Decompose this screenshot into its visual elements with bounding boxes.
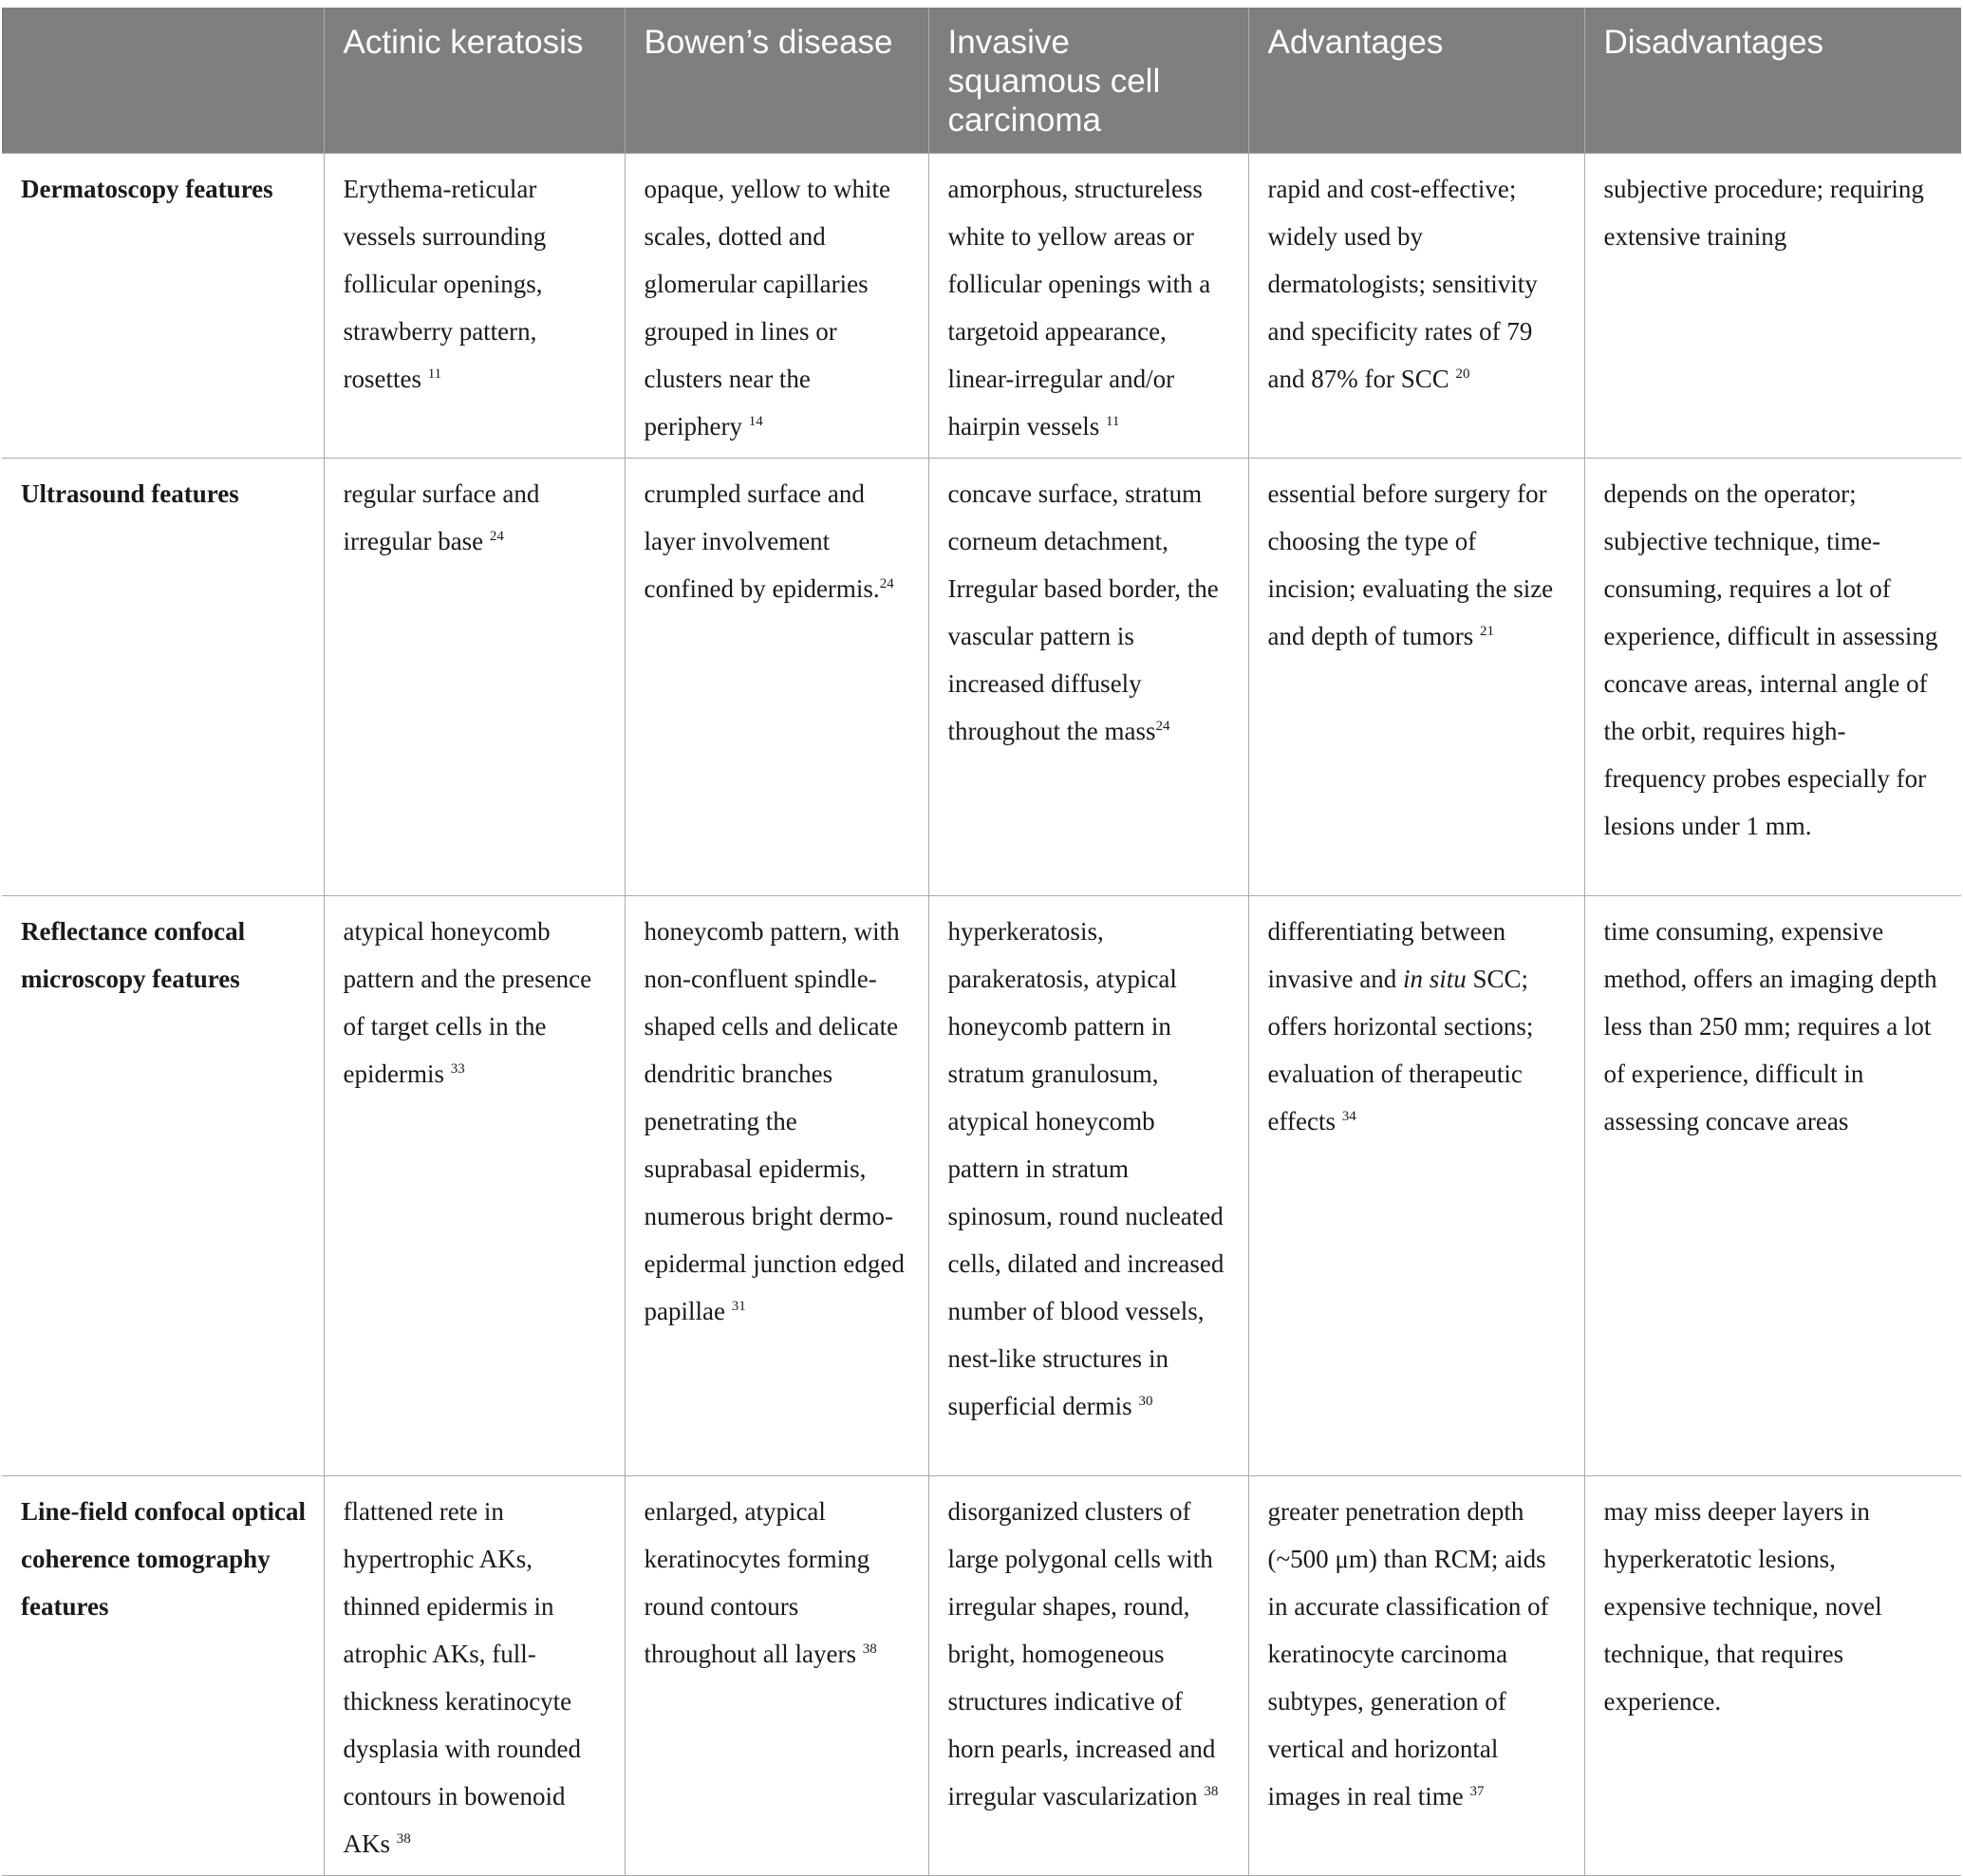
header-disadvantages: Disadvantages [1584, 8, 1961, 154]
reference-number: 11 [427, 366, 442, 382]
actinic-keratosis-cell [324, 1476, 625, 1876]
cell-text: rapid and cost-effective; widely used by dermatologists; sensitivity and specificity rates of 79 and 87% for SCC [1267, 175, 1538, 393]
reference-number: 24 [879, 576, 894, 591]
cell-text: crumpled surface and layer involvement confined by epidermis. [644, 479, 880, 603]
cell-text: Erythema-reticular vessels surrounding follicular openings, strawberry pattern, rosettes [343, 175, 547, 393]
cell-text: opaque, yellow to white scales, dotted and glomerular capillaries grouped in lines or clusters near the periphery [644, 175, 890, 441]
cell-text: amorphous, structureless white to yellow areas or follicular openings with a targetoid appearance, linear-irregular and/or hairpin vessels [947, 175, 1211, 441]
actinic-keratosis-cell [324, 459, 625, 896]
reference-number: 21 [1479, 624, 1494, 639]
cell-text: greater penetration depth (~500 μm) than RCM; aids in accurate classification of keratinocyte carcinoma subtypes, generation of vertical and horizontal images in real time [1267, 1497, 1549, 1810]
cell-text: hyperkeratosis, parakeratosis, atypical honeycomb pattern in stratum granulosum, atypical honeycomb pattern in stratum spinosum, round nucleated cells, dilated and increased number of blood vessels, nest-like structures in superficial dermis [947, 917, 1225, 1420]
cell-text: regular surface and irregular base [343, 479, 540, 555]
row-label: Ultrasound features [2, 459, 324, 896]
invasive-scc-cell [928, 896, 1248, 1476]
table-row [2, 459, 1961, 896]
disadvantages-cell [1584, 154, 1961, 459]
reference-number: 38 [862, 1642, 877, 1657]
reference-number: 14 [748, 414, 763, 429]
header-advantages: Advantages [1248, 8, 1584, 154]
invasive-scc-cell [928, 1476, 1248, 1876]
reference-number: 34 [1341, 1109, 1356, 1124]
cell-text: time consuming, expensive method, offers an imaging depth less than 250 mm; requires a lot of experience, difficult in assessing concave areas [1603, 917, 1937, 1135]
disadvantages-cell [1584, 459, 1961, 896]
table-body [2, 154, 1961, 1876]
reference-number: 20 [1455, 366, 1470, 382]
cell-text: atypical honeycomb pattern and the presence of target cells in the epidermis [343, 917, 592, 1088]
cell-text: honeycomb pattern, with non-confluent spindle-shaped cells and delicate dendritic branches penetrating the suprabasal epidermis, numerous bright dermo-epidermal junction edged papillae [644, 917, 905, 1325]
bowens-disease-cell [625, 459, 928, 896]
advantages-cell [1248, 459, 1584, 896]
header-actinic-keratosis: Actinic keratosis [324, 8, 625, 154]
cell-text: may miss deeper layers in hyperkeratotic lesions, expensive technique, novel technique, that requires experience. [1603, 1497, 1882, 1716]
table-row [2, 1476, 1961, 1876]
cell-text: SCC; offers horizontal sections; evaluation of therapeutic effects [1267, 965, 1534, 1135]
row-label: Dermatoscopy features [2, 154, 324, 459]
reference-number: 30 [1138, 1394, 1153, 1409]
cell-text: flattened rete in hypertrophic AKs, thinned epidermis in atrophic AKs, full-thickness keratinocyte dysplasia with rounded contours in bowenoid AKs [343, 1497, 581, 1858]
comparison-table [2, 8, 1961, 1876]
invasive-scc-cell [928, 459, 1248, 896]
cell-text-italic: in situ [1402, 965, 1467, 993]
table-header [2, 8, 1961, 154]
disadvantages-cell [1584, 1476, 1961, 1876]
header-invasive-scc: Invasive squamous cell carcinoma [928, 8, 1248, 154]
table-row [2, 896, 1961, 1476]
row-label: Reflectance confocal microscopy features [2, 896, 324, 1476]
reference-number: 24 [489, 529, 504, 544]
cell-text: subjective procedure; requiring extensive training [1603, 175, 1924, 251]
reference-number: 11 [1105, 414, 1120, 429]
actinic-keratosis-cell [324, 896, 625, 1476]
advantages-cell [1248, 1476, 1584, 1876]
bowens-disease-cell [625, 1476, 928, 1876]
cell-text: depends on the operator; subjective technique, time-consuming, requires a lot of experience, difficult in assessing concave areas, internal angle of the orbit, requires high-frequency probes especially for lesions under 1 mm. [1603, 479, 1938, 840]
reference-number: 38 [1204, 1784, 1219, 1799]
advantages-cell [1248, 896, 1584, 1476]
reference-number: 24 [1155, 719, 1170, 734]
reference-number: 33 [450, 1061, 465, 1077]
cell-text: enlarged, atypical keratinocytes forming round contours throughout all layers [644, 1497, 870, 1668]
reference-number: 37 [1469, 1784, 1485, 1799]
cell-text: disorganized clusters of large polygonal cells with irregular shapes, round, bright, homogeneous structures indicative of horn pearls, increased and irregular vascularization [947, 1497, 1216, 1810]
reference-number: 38 [396, 1831, 411, 1847]
bowens-disease-cell [625, 154, 928, 459]
reference-number: 31 [731, 1299, 746, 1314]
header-bowens-disease: Bowen’s disease [625, 8, 928, 154]
actinic-keratosis-cell [324, 154, 625, 459]
row-label: Line-field confocal optical coherence tomography features [2, 1476, 324, 1876]
cell-text: concave surface, stratum corneum detachment, Irregular based border, the vascular pattern is increased diffusely throughout the mass [947, 479, 1219, 745]
advantages-cell [1248, 154, 1584, 459]
header-empty-cell [2, 8, 324, 154]
disadvantages-cell [1584, 896, 1961, 1476]
table-row [2, 154, 1961, 459]
header-row [2, 8, 1961, 154]
bowens-disease-cell [625, 896, 928, 1476]
cell-text: essential before surgery for choosing the type of incision; evaluating the size and depth of tumors [1267, 479, 1554, 650]
cell-text: differentiating between invasive and [1267, 917, 1506, 993]
invasive-scc-cell [928, 154, 1248, 459]
